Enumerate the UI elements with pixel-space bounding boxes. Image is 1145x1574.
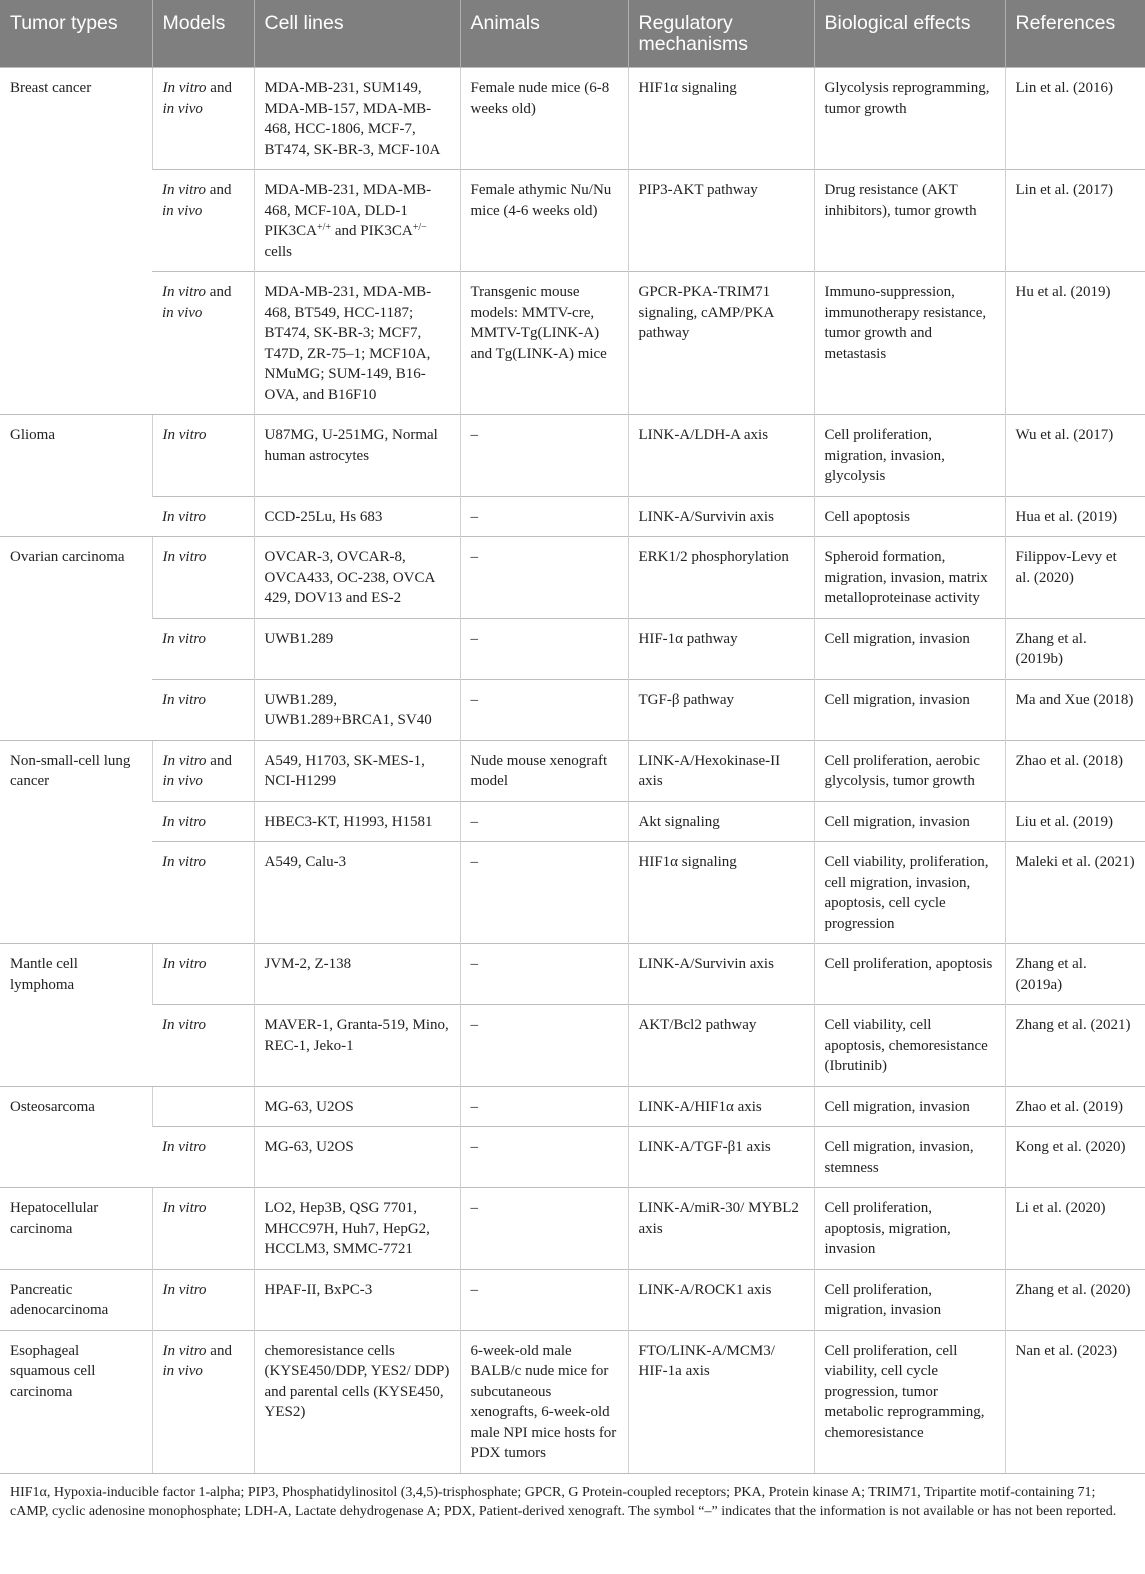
cell-cell-lines: CCD-25Lu, Hs 683 [254, 496, 460, 537]
table-row [0, 68, 1145, 170]
cell-cell-lines: HPAF-II, BxPC-3 [254, 1269, 460, 1330]
cell-cell-lines: MG-63, U2OS [254, 1086, 460, 1127]
cell-models: In vitro [152, 842, 254, 944]
cell-animals: – [460, 1127, 628, 1188]
cell-models: In vitro [152, 537, 254, 619]
cell-animals: 6-week-old male BALB/c nude mice for subcutaneous xenografts, 6-week-old male NPI mice hosts for PDX tumors [460, 1330, 628, 1473]
cell-models: In vitro and in vivo [152, 740, 254, 801]
cell-cell-lines: A549, Calu-3 [254, 842, 460, 944]
table-row [0, 415, 1145, 497]
cell-regulatory-mechanism: HIF1α signaling [628, 68, 814, 170]
cell-reference: Maleki et al. (2021) [1005, 842, 1145, 944]
cell-biological-effects: Glycolysis reprogramming, tumor growth [814, 68, 1005, 170]
cell-tumor-type: Esophageal squamous cell carcinoma [0, 1330, 152, 1473]
table-row [0, 272, 1145, 415]
cell-models: In vitro [152, 801, 254, 842]
cell-reference: Zhang et al. (2020) [1005, 1269, 1145, 1330]
cell-cell-lines: U87MG, U-251MG, Normal human astrocytes [254, 415, 460, 497]
cell-regulatory-mechanism: HIF1α signaling [628, 842, 814, 944]
cell-cell-lines: OVCAR-3, OVCAR-8, OVCA433, OC-238, OVCA 429, DOV13 and ES-2 [254, 537, 460, 619]
cell-reference: Kong et al. (2020) [1005, 1127, 1145, 1188]
cell-reference: Zhang et al. (2019b) [1005, 618, 1145, 679]
cell-reference: Lin et al. (2016) [1005, 68, 1145, 170]
table-row [0, 944, 1145, 1005]
cell-biological-effects: Cell migration, invasion [814, 1086, 1005, 1127]
cell-biological-effects: Drug resistance (AKT inhibitors), tumor growth [814, 170, 1005, 272]
cell-biological-effects: Cell proliferation, apoptosis, migration, invasion [814, 1188, 1005, 1270]
cell-tumor-type: Glioma [0, 415, 152, 537]
table-row [0, 1005, 1145, 1087]
cell-cell-lines: UWB1.289 [254, 618, 460, 679]
cell-tumor-type: Non-small-cell lung cancer [0, 740, 152, 944]
cell-animals: – [460, 618, 628, 679]
table-row [0, 537, 1145, 619]
table-row [0, 740, 1145, 801]
cell-models: In vitro [152, 679, 254, 740]
cell-animals: – [460, 801, 628, 842]
cell-tumor-type: Hepatocellular carcinoma [0, 1188, 152, 1270]
cell-cell-lines: MDA-MB-231, MDA-MB-468, BT549, HCC-1187; BT474, SK-BR-3; MCF7, T47D, ZR-75–1; MCF10A, NMuMG; SUM-149, B16-OVA, and B16F10 [254, 272, 460, 415]
cell-animals: – [460, 1188, 628, 1270]
cell-biological-effects: Cell migration, invasion [814, 618, 1005, 679]
cell-reference: Nan et al. (2023) [1005, 1330, 1145, 1473]
cell-regulatory-mechanism: Akt signaling [628, 801, 814, 842]
cell-models: In vitro [152, 1127, 254, 1188]
cell-tumor-type: Osteosarcoma [0, 1086, 152, 1188]
cell-regulatory-mechanism: LINK-A/Hexokinase-II axis [628, 740, 814, 801]
cell-cell-lines: MG-63, U2OS [254, 1127, 460, 1188]
cell-animals: – [460, 1269, 628, 1330]
cell-regulatory-mechanism: LINK-A/Survivin axis [628, 944, 814, 1005]
cell-animals: Female nude mice (6-8 weeks old) [460, 68, 628, 170]
cell-reference: Zhang et al. (2019a) [1005, 944, 1145, 1005]
cell-regulatory-mechanism: HIF-1α pathway [628, 618, 814, 679]
cell-biological-effects: Cell proliferation, cell viability, cell cycle progression, tumor metabolic reprogramming, chemoresistance [814, 1330, 1005, 1473]
table-row [0, 842, 1145, 944]
cell-regulatory-mechanism: FTO/LINK-A/MCM3/ HIF-1a axis [628, 1330, 814, 1473]
cell-animals: – [460, 842, 628, 944]
table-row [0, 1269, 1145, 1330]
cell-regulatory-mechanism: TGF-β pathway [628, 679, 814, 740]
cell-tumor-type: Breast cancer [0, 68, 152, 415]
header-row [0, 0, 1145, 68]
cell-regulatory-mechanism: AKT/Bcl2 pathway [628, 1005, 814, 1087]
cell-models: In vitro and in vivo [152, 170, 254, 272]
cell-reference: Liu et al. (2019) [1005, 801, 1145, 842]
header-animals: Animals [460, 0, 628, 68]
cell-regulatory-mechanism: PIP3-AKT pathway [628, 170, 814, 272]
cell-cell-lines: MDA-MB-231, MDA-MB-468, MCF-10A, DLD-1 PIK3CA+/+ and PIK3CA+/− cells [254, 170, 460, 272]
cell-biological-effects: Cell migration, invasion, stemness [814, 1127, 1005, 1188]
cell-biological-effects: Cell proliferation, aerobic glycolysis, tumor growth [814, 740, 1005, 801]
cell-models: In vitro [152, 944, 254, 1005]
cell-animals: – [460, 415, 628, 497]
cell-models: In vitro and in vivo [152, 1330, 254, 1473]
cell-models [152, 1086, 254, 1127]
cell-reference: Zhang et al. (2021) [1005, 1005, 1145, 1087]
cell-tumor-type: Ovarian carcinoma [0, 537, 152, 741]
header-regulatory-mechanisms: Regulatory mechanisms [628, 0, 814, 68]
cell-reference: Hu et al. (2019) [1005, 272, 1145, 415]
cell-models: In vitro [152, 1269, 254, 1330]
cell-cell-lines: HBEC3-KT, H1993, H1581 [254, 801, 460, 842]
cell-cell-lines: UWB1.289, UWB1.289+BRCA1, SV40 [254, 679, 460, 740]
cell-cell-lines: MAVER-1, Granta-519, Mino, REC-1, Jeko-1 [254, 1005, 460, 1087]
cell-animals: Nude mouse xenograft model [460, 740, 628, 801]
header-cell-lines: Cell lines [254, 0, 460, 68]
cell-reference: Li et al. (2020) [1005, 1188, 1145, 1270]
cell-biological-effects: Cell apoptosis [814, 496, 1005, 537]
cell-reference: Wu et al. (2017) [1005, 415, 1145, 497]
cell-animals: – [460, 944, 628, 1005]
cell-models: In vitro [152, 1188, 254, 1270]
cell-cell-lines: chemoresistance cells (KYSE450/DDP, YES2/ DDP) and parental cells (KYSE450, YES2) [254, 1330, 460, 1473]
cell-reference: Ma and Xue (2018) [1005, 679, 1145, 740]
cell-regulatory-mechanism: LINK-A/Survivin axis [628, 496, 814, 537]
cell-models: In vitro [152, 1005, 254, 1087]
cell-regulatory-mechanism: ERK1/2 phosphorylation [628, 537, 814, 619]
cell-animals: Female athymic Nu/Nu mice (4-6 weeks old) [460, 170, 628, 272]
cell-biological-effects: Spheroid formation, migration, invasion, matrix metalloproteinase activity [814, 537, 1005, 619]
cell-cell-lines: LO2, Hep3B, QSG 7701, MHCC97H, Huh7, HepG2, HCCLM3, SMMC-7721 [254, 1188, 460, 1270]
table-footnote: HIF1α, Hypoxia-inducible factor 1-alpha; PIP3, Phosphatidylinositol (3,4,5)-trisphosphate; GPCR, G Protein-coupled receptors; PKA, Protein kinase A; TRIM71, Tripartite motif-containing 71; cAMP, cyclic adenosine monophosphate; LDH-A, Lactate dehydrogenase A; PDX, Patient-derived xenograft. The symbol “–” indicates that the information is not available or has not been reported. [10, 1484, 1117, 1519]
cell-animals: Transgenic mouse models: MMTV-cre, MMTV-Tg(LINK-A) and Tg(LINK-A) mice [460, 272, 628, 415]
cell-animals: – [460, 496, 628, 537]
cell-regulatory-mechanism: LINK-A/TGF-β1 axis [628, 1127, 814, 1188]
cell-animals: – [460, 537, 628, 619]
header-models: Models [152, 0, 254, 68]
table-body [0, 68, 1145, 1474]
cell-reference: Hua et al. (2019) [1005, 496, 1145, 537]
cell-models: In vitro [152, 415, 254, 497]
cell-cell-lines: A549, H1703, SK-MES-1, NCI-H1299 [254, 740, 460, 801]
table-row [0, 679, 1145, 740]
cell-models: In vitro and in vivo [152, 68, 254, 170]
cell-regulatory-mechanism: GPCR-PKA-TRIM71 signaling, cAMP/PKA pathway [628, 272, 814, 415]
cell-tumor-type: Pancreatic adenocarcinoma [0, 1269, 152, 1330]
header-tumor-types: Tumor types [0, 0, 152, 68]
cell-tumor-type: Mantle cell lymphoma [0, 944, 152, 1087]
cell-reference: Zhao et al. (2018) [1005, 740, 1145, 801]
cell-regulatory-mechanism: LINK-A/ROCK1 axis [628, 1269, 814, 1330]
cell-biological-effects: Cell proliferation, migration, invasion, glycolysis [814, 415, 1005, 497]
cell-reference: Lin et al. (2017) [1005, 170, 1145, 272]
cell-animals: – [460, 1086, 628, 1127]
cell-reference: Zhao et al. (2019) [1005, 1086, 1145, 1127]
cell-reference: Filippov-Levy et al. (2020) [1005, 537, 1145, 619]
cell-regulatory-mechanism: LINK-A/miR-30/ MYBL2 axis [628, 1188, 814, 1270]
cell-models: In vitro [152, 618, 254, 679]
cell-models: In vitro and in vivo [152, 272, 254, 415]
table-row [0, 1330, 1145, 1473]
cell-biological-effects: Cell migration, invasion [814, 679, 1005, 740]
cell-biological-effects: Cell viability, proliferation, cell migration, invasion, apoptosis, cell cycle progression [814, 842, 1005, 944]
cell-biological-effects: Cell migration, invasion [814, 801, 1005, 842]
header-biological-effects: Biological effects [814, 0, 1005, 68]
table-row [0, 1127, 1145, 1188]
cell-animals: – [460, 679, 628, 740]
table-row [0, 618, 1145, 679]
header-references: References [1005, 0, 1145, 68]
cell-biological-effects: Cell proliferation, apoptosis [814, 944, 1005, 1005]
cell-cell-lines: MDA-MB-231, SUM149, MDA-MB-157, MDA-MB-468, HCC-1806, MCF-7, BT474, SK-BR-3, MCF-10A [254, 68, 460, 170]
table-row [0, 1188, 1145, 1270]
table-row [0, 801, 1145, 842]
cell-biological-effects: Cell viability, cell apoptosis, chemoresistance (Ibrutinib) [814, 1005, 1005, 1087]
cell-regulatory-mechanism: LINK-A/HIF1α axis [628, 1086, 814, 1127]
table-row [0, 170, 1145, 272]
cell-regulatory-mechanism: LINK-A/LDH-A axis [628, 415, 814, 497]
cell-cell-lines: JVM-2, Z-138 [254, 944, 460, 1005]
table-row [0, 1086, 1145, 1127]
cell-biological-effects: Immuno-suppression, immunotherapy resistance, tumor growth and metastasis [814, 272, 1005, 415]
cell-biological-effects: Cell proliferation, migration, invasion [814, 1269, 1005, 1330]
cell-animals: – [460, 1005, 628, 1087]
cell-models: In vitro [152, 496, 254, 537]
table-row [0, 496, 1145, 537]
